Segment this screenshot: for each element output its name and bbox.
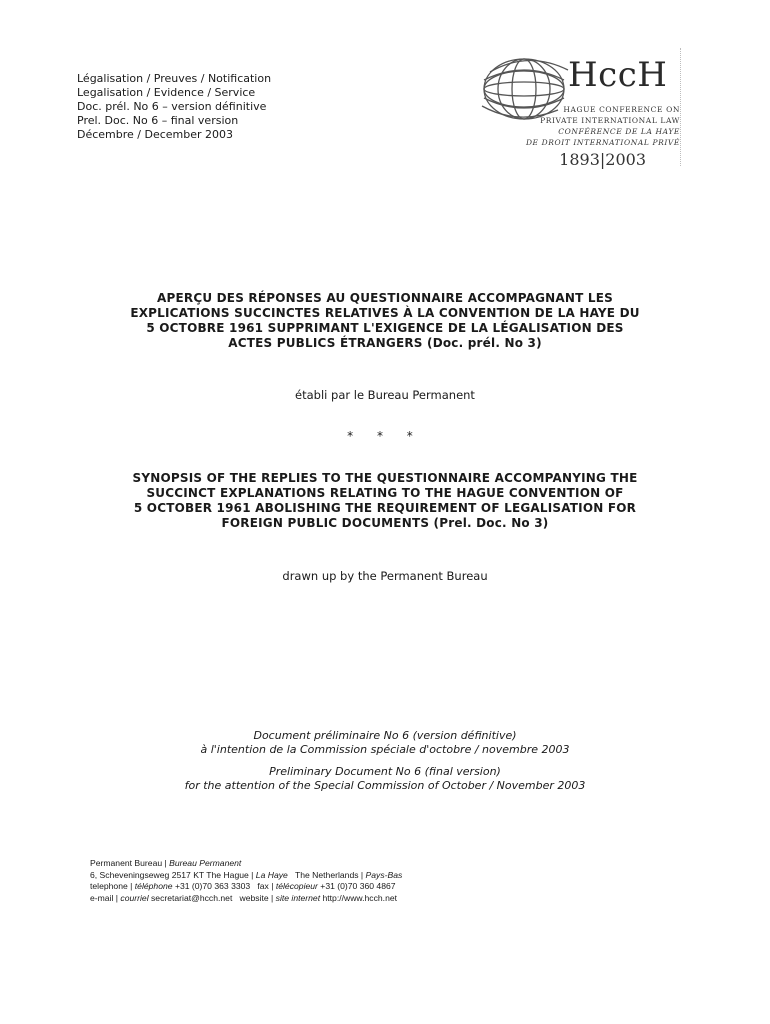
doc-info-en-line: for the attention of the Special Commission of October / November 2003: [184, 779, 586, 792]
logo-line-4: DE DROIT INTERNATIONAL PRIVÉ: [525, 138, 680, 147]
doc-info-fr-line: à l'intention de la Commission spéciale d'octobre / novembre 2003: [200, 743, 570, 756]
english-title-line: 5 OCTOBER 1961 ABOLISHING THE REQUIREMENT OF LEGALISATION FOR: [133, 501, 637, 515]
french-title-line: ACTES PUBLICS ÉTRANGERS (Doc. prél. No 3): [228, 336, 542, 350]
hcch-logo: [478, 50, 684, 175]
footer-address: 6, Scheveningseweg 2517 KT The Hague | La Haye The Netherlands | Pays-Bas: [90, 869, 403, 880]
doc-number-fr: Doc. prél. No 6 – version définitive: [77, 100, 267, 113]
english-title-line: FOREIGN PUBLIC DOCUMENTS (Prel. Doc. No 3): [221, 516, 549, 530]
document-metadata: [77, 72, 271, 142]
french-title-line: EXPLICATIONS SUCCINCTES RELATIVES À LA CONVENTION DE LA HAYE DU: [130, 306, 640, 320]
french-author: établi par le Bureau Permanent: [295, 388, 475, 402]
logo-line-2: PRIVATE INTERNATIONAL LAW: [540, 116, 680, 125]
logo-years: 1893|2003: [559, 150, 646, 169]
footer-phone-fax: telephone | téléphone +31 (0)70 363 3303 fax | télécopieur +31 (0)70 360 4867: [90, 881, 396, 891]
doc-info-fr-line: Document préliminaire No 6 (version définitive): [253, 729, 517, 742]
english-title: [110, 471, 660, 531]
doc-info-en-line: Preliminary Document No 6 (final version): [269, 765, 501, 778]
doc-date: Décembre / December 2003: [77, 128, 234, 141]
doc-info-fr: [85, 729, 685, 757]
contact-footer: [90, 858, 402, 904]
doc-number-en: Prel. Doc. No 6 – final version: [77, 114, 239, 127]
french-title-line: APERÇU DES RÉPONSES AU QUESTIONNAIRE ACCOMPAGNANT LES: [157, 291, 613, 305]
logo-text: [480, 104, 680, 148]
topic-line-fr: Légalisation / Preuves / Notification: [77, 72, 272, 85]
english-author: drawn up by the Permanent Bureau: [282, 569, 488, 583]
topic-line-en: Legalisation / Evidence / Service: [77, 86, 256, 99]
footer-org: Permanent Bureau | Bureau Permanent: [90, 858, 242, 868]
separator: * * *: [347, 429, 423, 443]
footer-email-web: e-mail | courriel secretariat@hcch.net website | site internet http://www.hcch.net: [90, 892, 398, 903]
margin-dots: [680, 48, 682, 166]
logo-line-3: CONFÉRENCE DE LA HAYE: [558, 127, 680, 136]
french-title: [110, 291, 660, 351]
website-link[interactable]: http://www.hcch.net: [322, 892, 398, 903]
logo-brand: HccH: [568, 55, 668, 95]
english-title-line: SYNOPSIS OF THE REPLIES TO THE QUESTIONNAIRE ACCOMPANYING THE: [132, 471, 638, 485]
logo-line-1: HAGUE CONFERENCE ON: [563, 105, 680, 114]
french-title-line: 5 OCTOBRE 1961 SUPPRIMANT L'EXIGENCE DE LA LÉGALISATION DES: [146, 321, 624, 335]
english-title-line: SUCCINCT EXPLANATIONS RELATING TO THE HAGUE CONVENTION OF: [146, 486, 624, 500]
email-link[interactable]: secretariat@hcch.net: [151, 892, 233, 903]
doc-info-en: [85, 765, 685, 793]
